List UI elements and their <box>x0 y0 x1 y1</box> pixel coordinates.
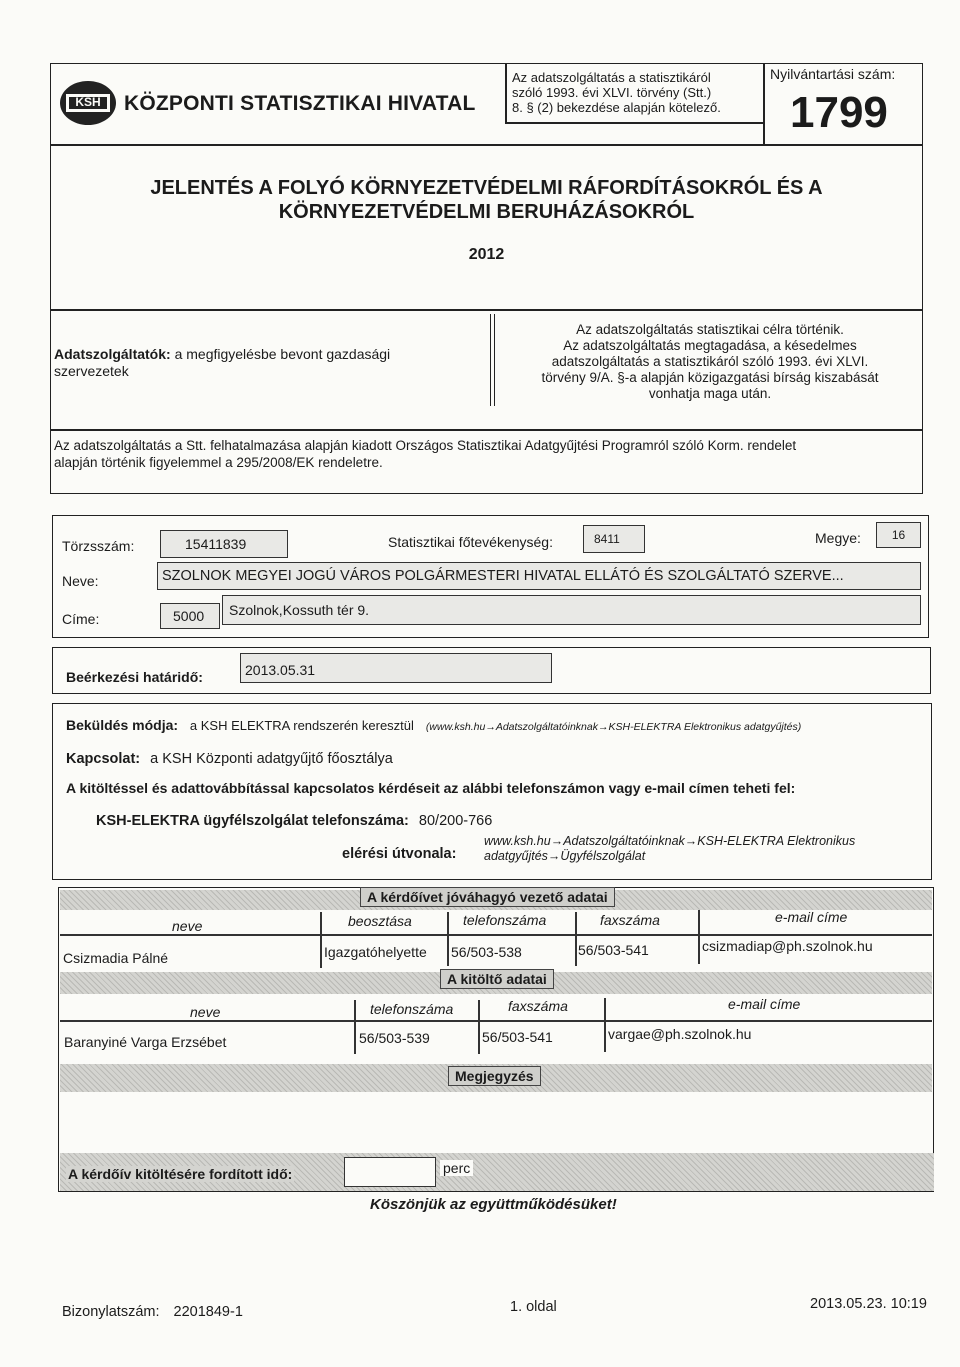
doc-label: Bizonylatszám: <box>62 1304 160 1320</box>
providers-text-2: szervezetek <box>54 363 129 379</box>
legal-bottom-line <box>505 122 763 124</box>
legal-line-2: szóló 1993. évi XLVI. törvény (Stt.) <box>512 85 712 100</box>
county-label: Megye: <box>815 530 861 546</box>
address-field[interactable]: Szolnok,Kossuth tér 9. <box>222 595 921 625</box>
filler-bar-label: A kitöltő adatai <box>440 969 554 989</box>
activity-field[interactable]: 8411 <box>583 525 645 553</box>
header-divider-2 <box>763 63 765 145</box>
approver-bar-label: A kérdőívet jóváhagyó vezető adatai <box>360 887 615 907</box>
report-year: 2012 <box>468 246 505 263</box>
filler-col-fax: faxszáma <box>508 998 568 1014</box>
title-line-1: JELENTÉS A FOLYÓ KÖRNYEZETVÉDELMI RÁFORDÍTÁSOKRÓL ÉS A <box>150 177 823 199</box>
providers-text <box>54 346 390 380</box>
filler-fax: 56/503-541 <box>482 1029 553 1045</box>
filler-col-phone: telefonszáma <box>370 1001 454 1017</box>
reg-number: 1799 <box>790 88 888 137</box>
logo-text: KSH <box>75 95 101 109</box>
filler-col-email: e-mail címe <box>728 996 801 1012</box>
approver-position: Igazgatóhelyette <box>324 944 427 960</box>
thanks-text: Köszönjük az együttműködésüket! <box>370 1196 617 1213</box>
name-field[interactable]: SZOLNOK MEGYEI JOGÚ VÁROS POLGÁRMESTERI HIVATAL ELLÁTÓ ÉS SZOLGÁLTATÓ SZERVE... <box>157 562 921 590</box>
doc-number: 2201849-1 <box>173 1304 243 1320</box>
legal-notice <box>512 70 721 115</box>
providers-label: Adatszolgáltatók: <box>54 346 171 362</box>
address-label: Címe: <box>62 611 100 627</box>
deadline-field[interactable]: 2013.05.31 <box>240 653 552 683</box>
approver-email: csizmadiap@ph.szolnok.hu <box>702 938 873 954</box>
torzsszam-field[interactable]: 15411839 <box>160 530 288 558</box>
footer-datetime: 2013.05.23. 10:19 <box>810 1296 927 1312</box>
legal-line-3: 8. § (2) bekezdése alapján kötelező. <box>512 100 721 115</box>
filler-sep-2 <box>478 1000 480 1054</box>
notice-line-5: vonhatja maga után. <box>648 386 772 401</box>
filler-name: Baranyiné Varga Erzsébet <box>64 1034 227 1050</box>
notice-line-1: Az adatszolgáltatás statisztikai célra történik. <box>576 322 844 337</box>
name-label: Neve: <box>62 573 99 589</box>
approver-fax: 56/503-541 <box>578 942 649 958</box>
providers-text-1: a megfigyelésbe bevont gazdasági <box>174 346 391 362</box>
approver-col-email: e-mail címe <box>775 909 848 925</box>
contact-line <box>66 751 393 767</box>
zip-field[interactable]: 5000 <box>160 603 220 629</box>
ksh-logo <box>58 78 118 128</box>
approver-phone: 56/503-538 <box>451 944 522 960</box>
statistical-notice <box>500 322 920 402</box>
send-value: a KSH ELEKTRA rendszerén keresztül <box>189 718 414 733</box>
activity-label: Statisztikai főtevékenység: <box>388 534 553 550</box>
footer-doc-number <box>62 1304 243 1320</box>
access-path <box>484 834 855 864</box>
report-title <box>50 176 923 224</box>
support-label: KSH-ELEKTRA ügyfélszolgálat telefonszáma: <box>96 813 409 829</box>
send-method <box>66 717 801 733</box>
torzsszam-label: Törzsszám: <box>62 538 135 554</box>
remarks-area[interactable] <box>60 1093 932 1153</box>
question-line: A kitöltéssel és adattovábbítással kapcsolatos kérdéseit az alábbi telefonszámon vagy e-mail címen teheti fel: <box>66 780 796 796</box>
approver-col-name: neve <box>172 918 203 934</box>
approver-sep-2 <box>447 912 449 966</box>
header-divider-1 <box>505 63 507 123</box>
send-path: (www.ksh.hu→Adatszolgáltatóinknak→KSH-ELEKTRA Elektronikus adatgyűjtés) <box>425 721 802 733</box>
filler-phone: 56/503-539 <box>359 1030 430 1046</box>
approver-sep-3 <box>575 912 577 966</box>
time-field[interactable] <box>344 1157 436 1187</box>
support-phone-line <box>96 813 492 829</box>
contact-label: Kapcsolat: <box>66 751 141 767</box>
program-text <box>54 437 796 471</box>
approver-col-position: beosztása <box>348 913 412 929</box>
notice-line-3: adatszolgáltatás a statisztikáról szóló 1993. évi XLVI. <box>551 354 869 369</box>
filler-email: vargae@ph.szolnok.hu <box>608 1026 752 1042</box>
approver-name: Csizmadia Pálné <box>63 950 169 966</box>
approver-row-line <box>60 934 932 936</box>
deadline-label: Beérkezési határidő: <box>66 669 203 685</box>
filler-sep-3 <box>604 998 606 1052</box>
contact-value: a KSH Központi adatgyűjtő főosztálya <box>150 751 393 767</box>
notice-line-2: Az adatszolgáltatás megtagadása, a késedelmes <box>563 338 857 353</box>
reg-label: Nyilvántartási szám: <box>770 66 896 82</box>
support-phone: 80/200-766 <box>418 813 493 829</box>
approver-sep-1 <box>320 912 322 968</box>
providers-divider <box>490 314 495 406</box>
footer-page: 1. oldal <box>510 1299 557 1315</box>
time-unit: perc <box>440 1160 473 1176</box>
program-line-2: alapján történik figyelemmel a 295/2008/EK rendeletre. <box>54 455 383 470</box>
filler-sep-1 <box>354 1000 356 1054</box>
send-label: Beküldés módja: <box>66 717 179 733</box>
access-label: elérési útvonala: <box>342 846 457 862</box>
program-line-1: Az adatszolgáltatás a Stt. felhatalmazása alapján kiadott Országos Statisztikai Adatgyűjtési Programról szóló Korm. rendelet <box>54 438 797 453</box>
access-line-1: www.ksh.hu→Adatszolgáltatóinknak→KSH-ELEKTRA Elektronikus <box>484 834 856 848</box>
legal-line-1: Az adatszolgáltatás a statisztikáról <box>512 70 711 85</box>
approver-col-phone: telefonszáma <box>463 912 547 928</box>
notice-line-4: törvény 9/A. §-a alapján közigazgatási bírság kiszabását <box>541 370 879 385</box>
title-line-2: KÖRNYEZETVÉDELMI BERUHÁZÁSOKRÓL <box>278 201 695 223</box>
county-field[interactable]: 16 <box>876 522 921 548</box>
time-label: A kérdőív kitöltésére fordított idő: <box>68 1166 293 1182</box>
agency-name: KÖZPONTI STATISZTIKAI HIVATAL <box>124 92 476 115</box>
remarks-bar-label: Megjegyzés <box>448 1066 541 1086</box>
approver-col-fax: faxszáma <box>600 912 660 928</box>
filler-col-name: neve <box>190 1004 221 1020</box>
title-box <box>50 145 923 310</box>
filler-row-line <box>60 1020 932 1022</box>
approver-sep-4 <box>698 910 700 964</box>
access-line-2: adatgyűjtés→Ügyfélszolgálat <box>484 849 646 863</box>
